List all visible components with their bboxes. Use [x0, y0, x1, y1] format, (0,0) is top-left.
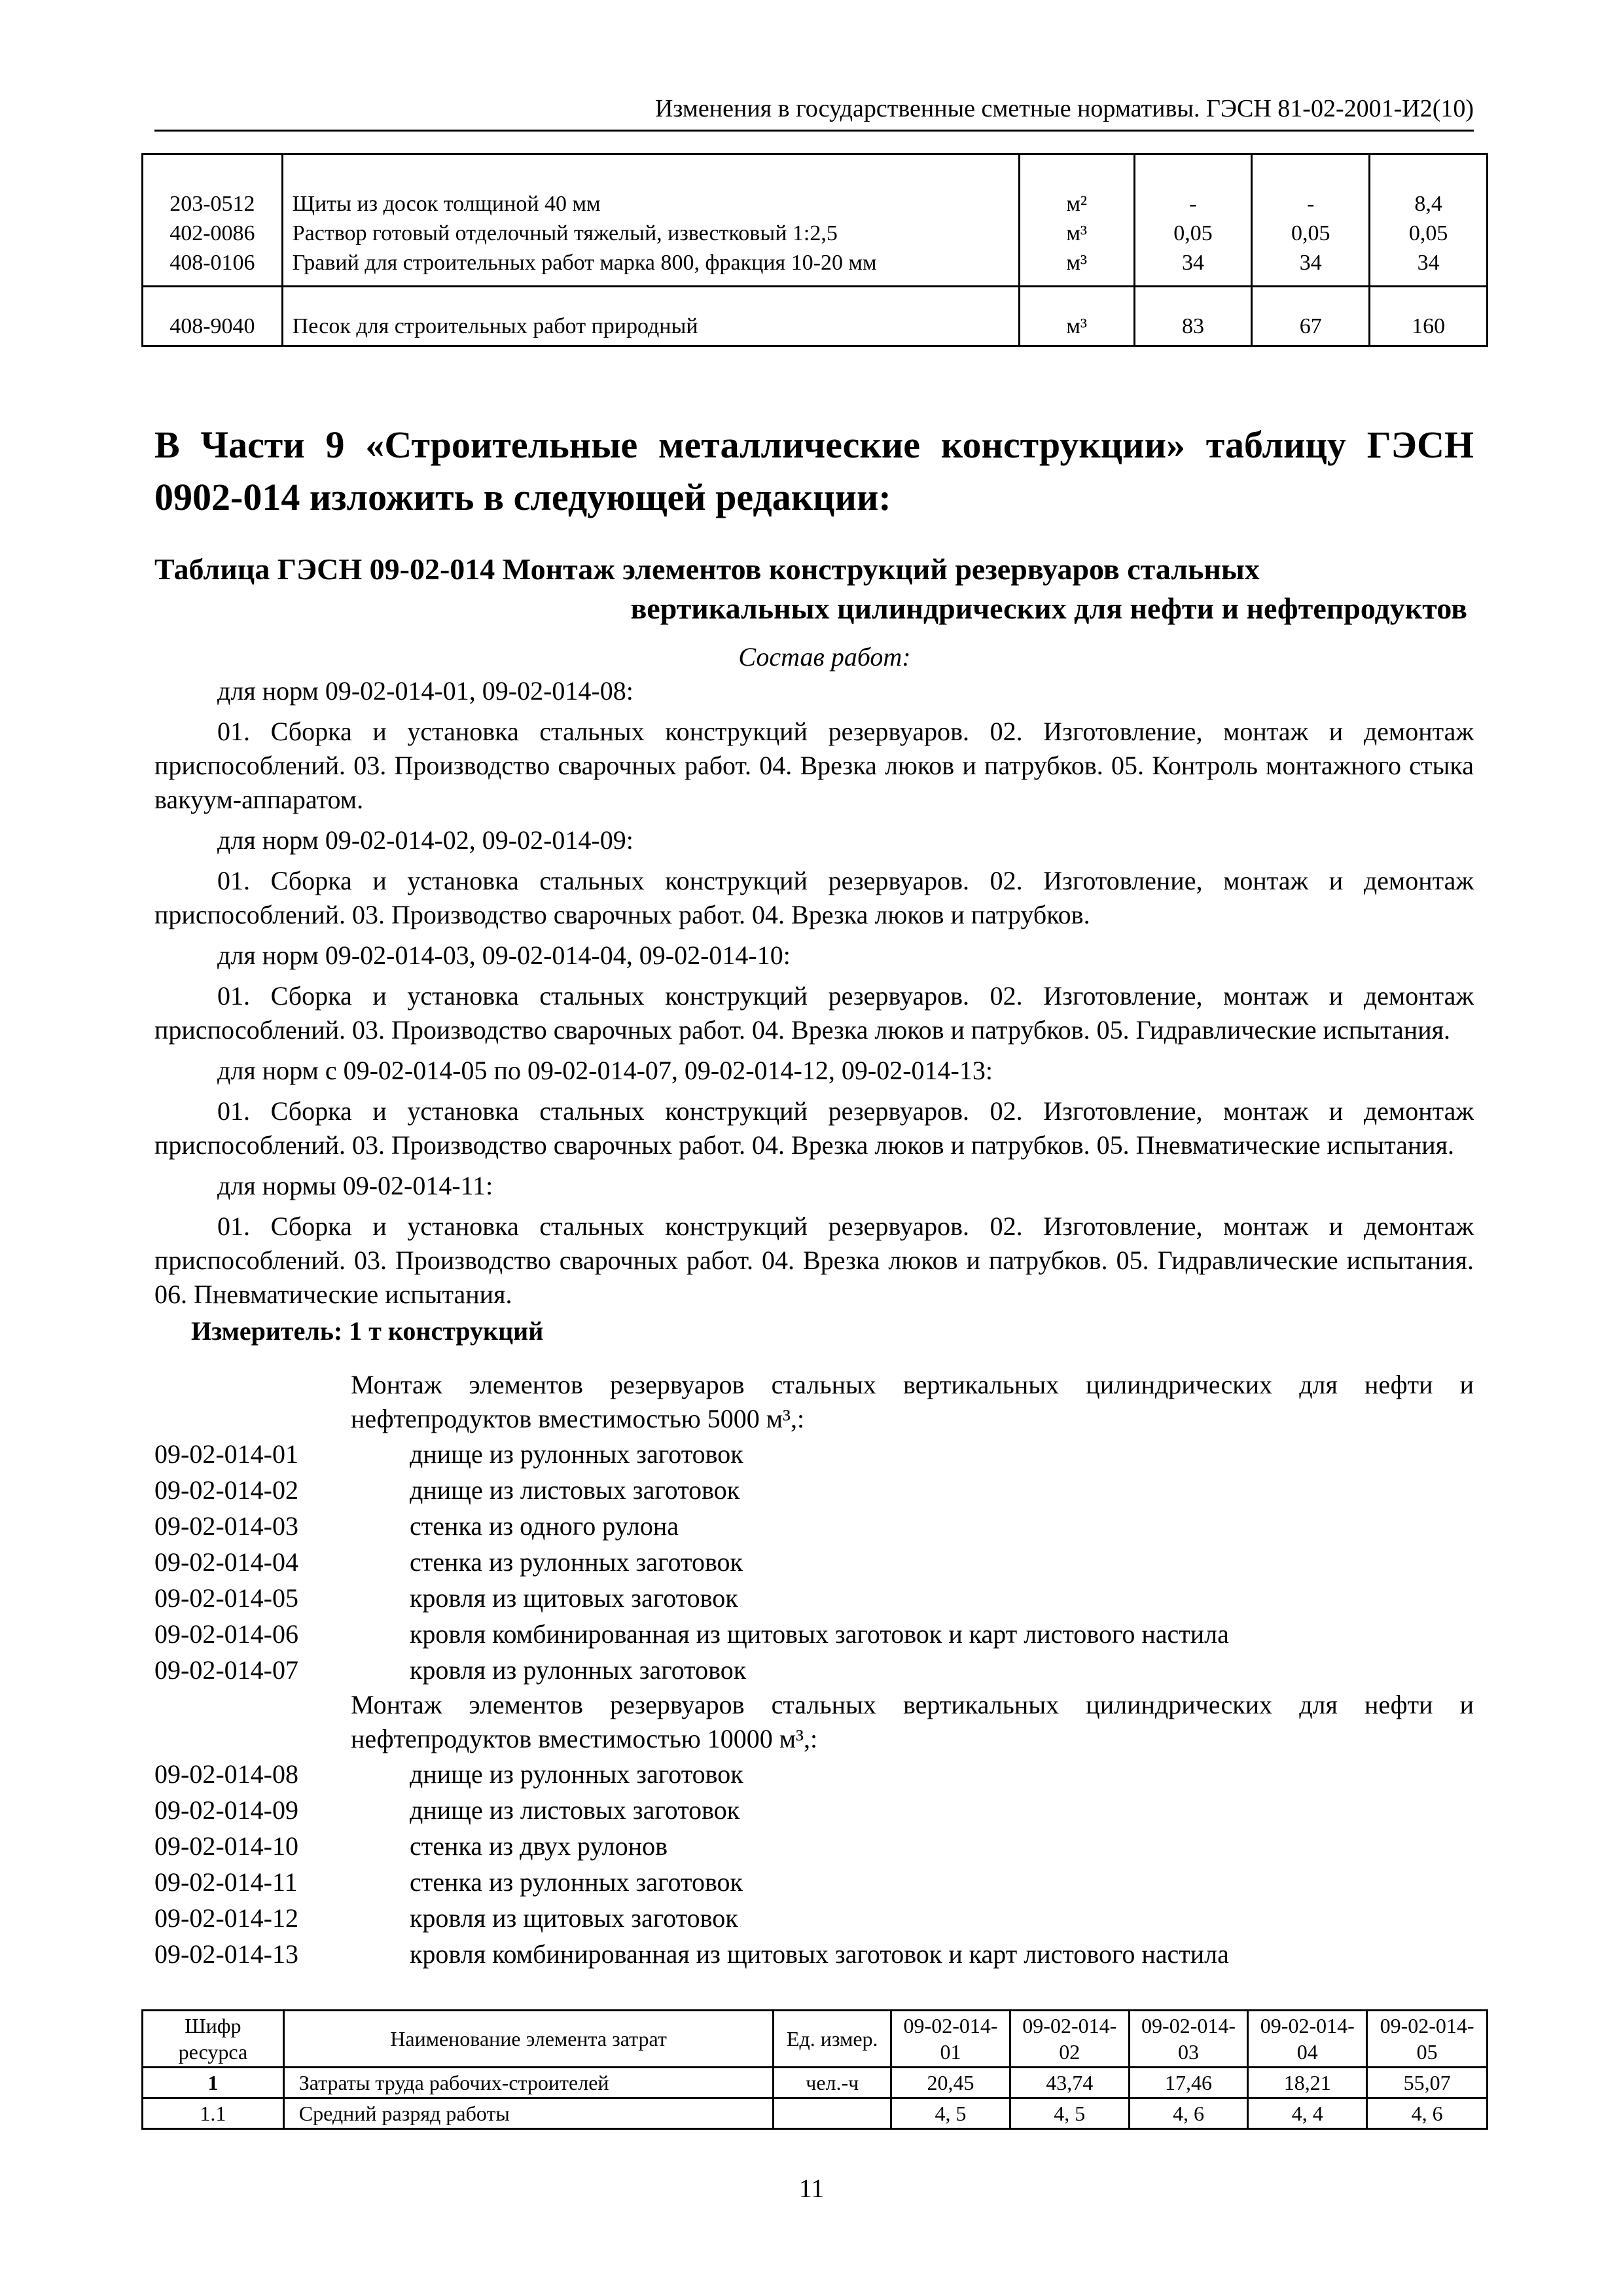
list-item: 09-02-014-06 кровля комбинированная из щитовых заготовок и карт листового настила: [154, 1619, 1229, 1649]
norm-code-list: [154, 1368, 1474, 1972]
code-cell: 1.1: [143, 2098, 284, 2129]
work-text: 01. Сборка и установка стальных конструкций резервуаров. 02. Изготовление, монтаж и демонтаж приспособлений. 03. Производство сварочных работ. 04. Врезка люков и патрубков.: [154, 866, 1474, 929]
header-col: 09-02-014-03: [1129, 2011, 1248, 2068]
unit-cell: [774, 2098, 891, 2129]
code-cell: 1: [143, 2068, 284, 2098]
list-item: 09-02-014-11 стенка из рулонных заготовок: [154, 1867, 743, 1897]
name-cell: Средний разряд работы: [283, 2098, 774, 2129]
page-number: 11: [798, 2174, 825, 2203]
value-cell: 55,07: [1367, 2068, 1488, 2098]
norms-line: для нормы 09-02-014-11:: [217, 1171, 493, 1200]
work-text: 01. Сборка и установка стальных конструкций резервуаров. 02. Изготовление, монтаж и демонтаж приспособлений. 03. Производство сварочных работ. 04. Врезка люков и патрубков. 05. Гидравлические испытания. 06. Пневматические испытания.: [154, 1211, 1474, 1309]
header-col: 09-02-014-02: [1010, 2011, 1129, 2068]
list-item: 09-02-014-10 стенка из двух рулонов: [154, 1831, 668, 1861]
table-title-line1: Таблица ГЭСН 09-02-014 Монтаж элементов конструкций резервуаров стальных: [154, 552, 1260, 586]
unit-cell: м³: [1019, 287, 1134, 346]
table-row: [143, 287, 1488, 346]
table-title: [154, 550, 1474, 628]
unit-cell: м² м³ м³: [1019, 154, 1134, 287]
header-code: Шифр ресурса: [143, 2011, 284, 2068]
value-cell: 8,4 0,05 34: [1370, 154, 1488, 287]
unit-cell: чел.-ч: [774, 2068, 891, 2098]
value-cell: 4, 5: [891, 2098, 1010, 2129]
list-item: 09-02-014-07 кровля из рулонных заготовок: [154, 1655, 747, 1685]
value-cell: - 0,05 34: [1252, 154, 1370, 287]
list-item: 09-02-014-03 стенка из одного рулона: [154, 1511, 679, 1541]
name-cell: Щиты из досок толщиной 40 мм Раствор готовый отделочный тяжелый, известковый 1:2,5 Гравий для строительных работ марка 800, фракция 10-20 мм: [282, 154, 1019, 287]
header-col: 09-02-014-04: [1248, 2011, 1367, 2068]
header-col: 09-02-014-05: [1367, 2011, 1488, 2068]
group-intro: Монтаж элементов резервуаров стальных вертикальных цилиндрических для нефти и нефтепродуктов вместимостью 5000 м³,:: [351, 1370, 1474, 1433]
list-item: 09-02-014-12 кровля из щитовых заготовок: [154, 1903, 738, 1933]
value-cell: 4, 4: [1248, 2098, 1367, 2129]
code-cell: 203-0512 402-0086 408-0106: [143, 154, 283, 287]
header-name: Наименование элемента затрат: [283, 2011, 774, 2068]
value-cell: - 0,05 34: [1134, 154, 1252, 287]
norms-line: для норм 09-02-014-02, 09-02-014-09:: [217, 825, 633, 855]
work-text: 01. Сборка и установка стальных конструкций резервуаров. 02. Изготовление, монтаж и демонтаж приспособлений. 03. Производство сварочных работ. 04. Врезка люков и патрубков. 05. Гидравлические испытания.: [154, 981, 1474, 1045]
value-cell: 4, 5: [1010, 2098, 1129, 2129]
list-item: 09-02-014-05 кровля из щитовых заготовок: [154, 1583, 738, 1613]
list-item: 09-02-014-09 днище из листовых заготовок: [154, 1795, 740, 1825]
list-item: 09-02-014-04 стенка из рулонных заготовок: [154, 1547, 743, 1577]
value-cell: 4, 6: [1367, 2098, 1488, 2129]
table-row: [143, 2098, 1488, 2129]
value-cell: 17,46: [1129, 2068, 1248, 2098]
group-intro: Монтаж элементов резервуаров стальных вертикальных цилиндрических для нефти и нефтепродуктов вместимостью 10000 м³,:: [351, 1690, 1474, 1753]
value-cell: 67: [1252, 287, 1370, 346]
name-cell: Песок для строительных работ природный: [282, 287, 1019, 346]
value-cell: 18,21: [1248, 2068, 1367, 2098]
resource-costs-table: [141, 2009, 1488, 2130]
running-header: Изменения в государственные сметные нормативы. ГЭСН 81-02-2001-И2(10): [154, 93, 1474, 132]
work-text: 01. Сборка и установка стальных конструкций резервуаров. 02. Изготовление, монтаж и демонтаж приспособлений. 03. Производство сварочных работ. 04. Врезка люков и патрубков. 05. Пневматические испытания.: [154, 1096, 1474, 1160]
code-cell: 408-9040: [143, 287, 283, 346]
header-unit: Ед. измер.: [774, 2011, 891, 2068]
value-cell: 160: [1370, 287, 1488, 346]
work-composition-label: Состав работ:: [738, 642, 911, 672]
table-row: [143, 2068, 1488, 2098]
resources-table-top: [141, 153, 1488, 347]
norms-line: для норм 09-02-014-01, 09-02-014-08:: [217, 676, 633, 706]
table-title-line2: вертикальных цилиндрических для нефти и нефтепродуктов: [630, 592, 1467, 625]
list-item: 09-02-014-13 кровля комбинированная из щитовых заготовок и карт листового настила: [154, 1939, 1229, 1969]
measure-unit: Измеритель: 1 т конструкций: [191, 1316, 544, 1346]
list-item: 09-02-014-08 днище из рулонных заготовок: [154, 1759, 743, 1789]
work-text: 01. Сборка и установка стальных конструкций резервуаров. 02. Изготовление, монтаж и демонтаж приспособлений. 03. Производство сварочных работ. 04. Врезка люков и патрубков. 05. Контроль монтажного стыка вакуум-аппаратом.: [154, 717, 1474, 814]
norms-line: для норм с 09-02-014-05 по 09-02-014-07, 09-02-014-12, 09-02-014-13:: [217, 1056, 993, 1085]
table-header-row: [143, 2011, 1488, 2068]
list-item: 09-02-014-01 днище из рулонных заготовок: [154, 1439, 743, 1469]
list-item: 09-02-014-02 днище из листовых заготовок: [154, 1475, 740, 1505]
value-cell: 43,74: [1010, 2068, 1129, 2098]
work-composition: [154, 674, 1474, 1348]
value-cell: 20,45: [891, 2068, 1010, 2098]
value-cell: 83: [1134, 287, 1252, 346]
value-cell: 4, 6: [1129, 2098, 1248, 2129]
table-row: [143, 154, 1488, 287]
norms-line: для норм 09-02-014-03, 09-02-014-04, 09-02-014-10:: [217, 941, 791, 970]
header-col: 09-02-014-01: [891, 2011, 1010, 2068]
name-cell: Затраты труда рабочих-строителей: [283, 2068, 774, 2098]
section-heading: В Части 9 «Строительные металлические конструкции» таблицу ГЭСН 0902-014 изложить в следующей редакции:: [154, 423, 1474, 518]
